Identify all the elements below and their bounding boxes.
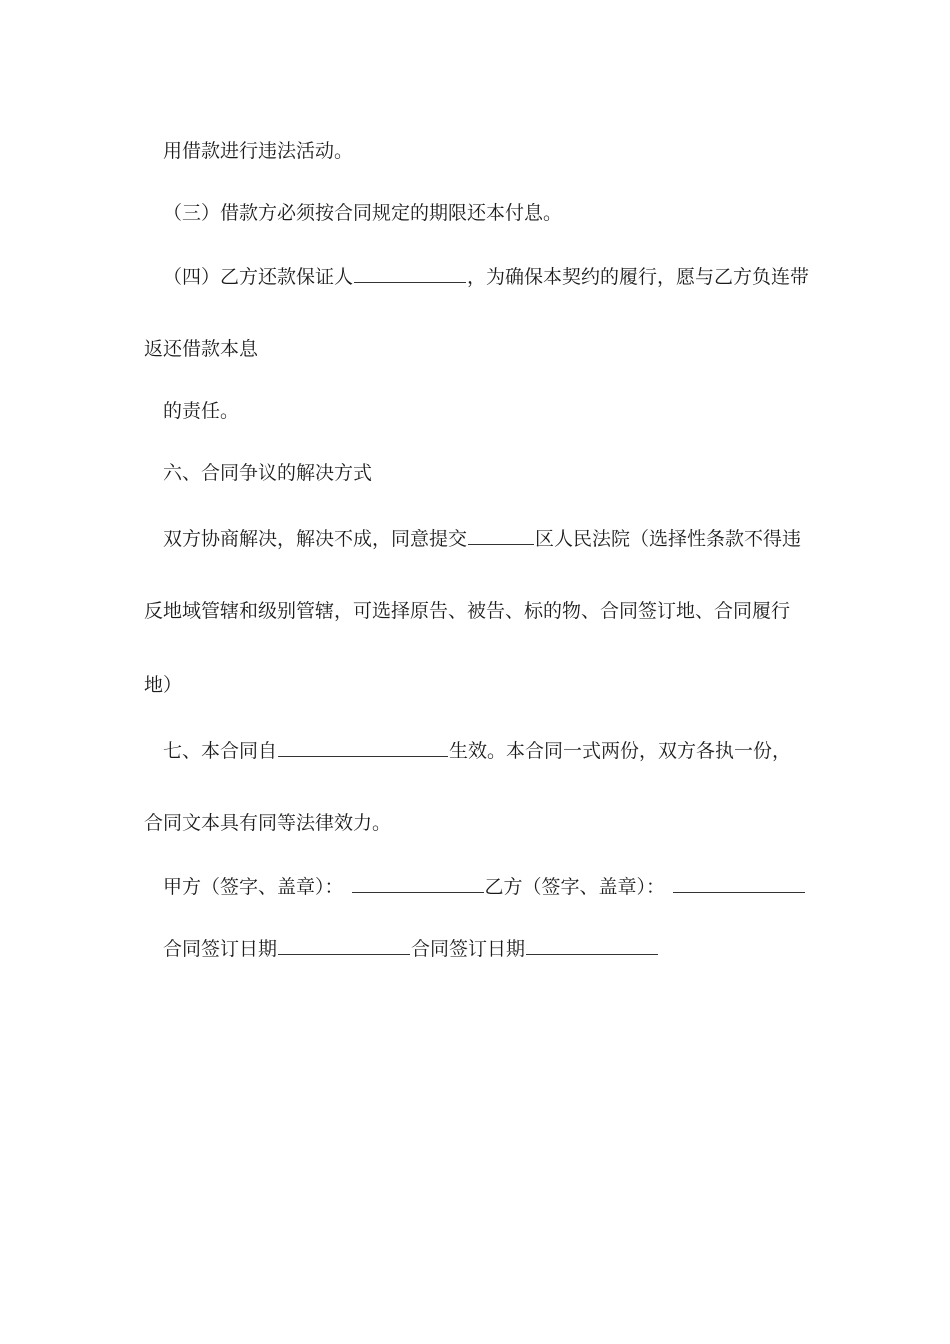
text-part-b: 生效。本合同一式两份，双方各执一份， — [449, 740, 792, 762]
text-part-b: ，为确保本契约的履行，愿与乙方负连带 — [467, 266, 810, 288]
effective-date-blank[interactable] — [278, 737, 448, 757]
section-7-line — [163, 737, 791, 763]
party-b-label: 乙方（签字、盖章）： — [484, 876, 666, 898]
heading-text: 六、合同争议的解决方式 — [163, 462, 373, 484]
text: 返还借款本息 — [144, 338, 259, 360]
text: 地） — [144, 674, 183, 696]
text-part-a: 双方协商解决，解决不成，同意提交 — [163, 528, 468, 550]
party-a-signature-blank[interactable] — [352, 873, 484, 893]
text-part-a: （四）乙方还款保证人 — [163, 266, 354, 288]
clause-3-line — [163, 201, 562, 225]
guarantor-blank[interactable] — [354, 263, 466, 283]
text-line-1 — [163, 139, 353, 163]
text: 合同文本具有同等法律效力。 — [144, 812, 392, 834]
party-b-signature-blank[interactable] — [673, 873, 805, 893]
signature-line — [163, 873, 806, 899]
signing-date-line — [163, 935, 659, 961]
text-part-a: 七、本合同自 — [163, 740, 278, 762]
party-b-date-blank[interactable] — [526, 935, 658, 955]
text: （三）借款方必须按合同规定的期限还本付息。 — [163, 202, 563, 224]
clause-4-continuation — [144, 337, 258, 361]
dispute-end — [144, 673, 182, 697]
text: 反地域管辖和级别管辖，可选择原告、被告、标的物、合同签订地、合同履行 — [144, 600, 791, 622]
dispute-continuation — [144, 599, 790, 623]
text-part-b: 区人民法院（选择性条款不得违 — [535, 528, 802, 550]
section-7-continuation — [144, 811, 391, 835]
clause-4-end — [163, 399, 239, 423]
party-a-date-blank[interactable] — [278, 935, 410, 955]
section-6-heading — [163, 461, 372, 485]
party-a-label: 甲方（签字、盖章）： — [163, 876, 344, 898]
text: 用借款进行违法活动。 — [163, 140, 354, 162]
party-a-date-label: 合同签订日期 — [163, 938, 278, 960]
court-district-blank[interactable] — [468, 525, 534, 545]
dispute-line — [163, 525, 801, 551]
clause-4-line — [163, 263, 809, 289]
party-b-date-label: 合同签订日期 — [411, 938, 526, 960]
text: 的责任。 — [163, 400, 240, 422]
